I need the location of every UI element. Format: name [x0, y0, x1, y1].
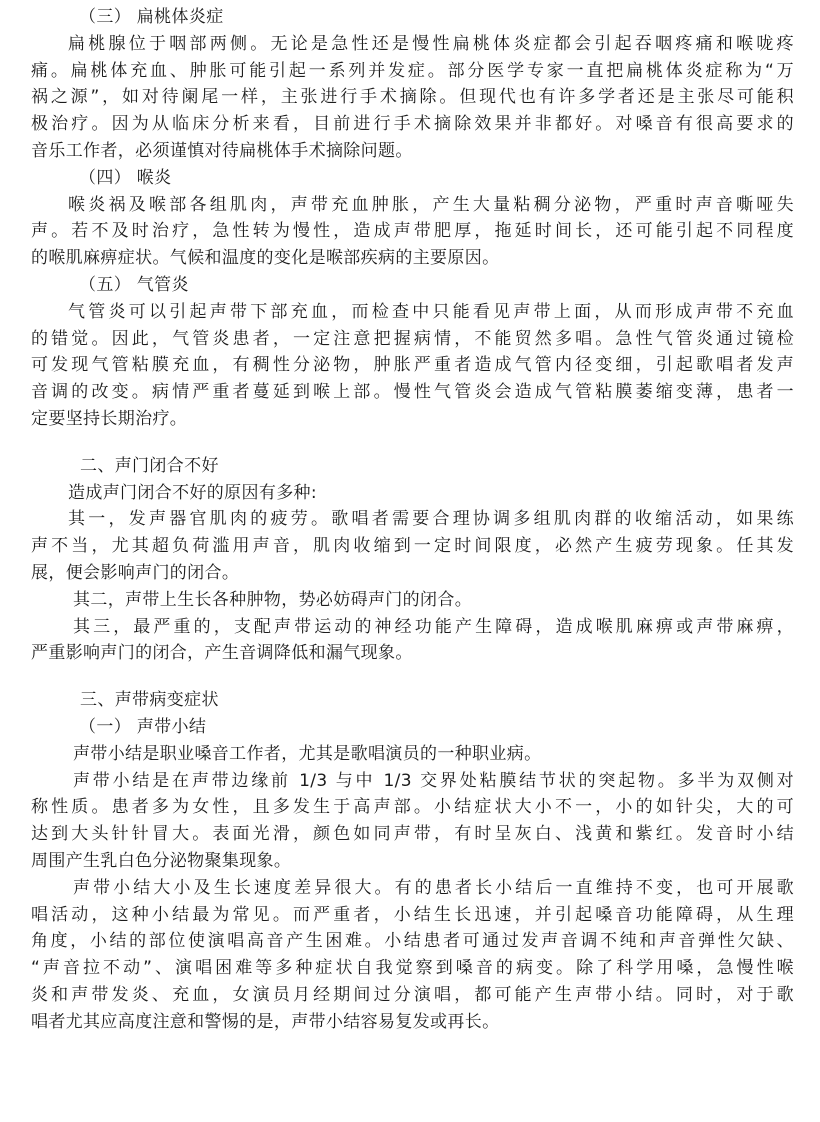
- paragraph-glottis-second: 其二，声带上生长各种肿物，势必妨碍声门的闭合。: [73, 589, 473, 610]
- glottis-intro: 造成声门闭合不好的原因有多种:: [68, 482, 317, 503]
- section-gap: [31, 667, 794, 687]
- text-line: 声。若不及时治疗，急性转为慢性，造成声带肥厚，拖延时间长，还可能引起不同程度: [31, 221, 794, 242]
- section-gap: [31, 433, 794, 453]
- text-line: 痛。扁桃体充血、肿胀可能引起一系列并发症。部分医学专家一直把扁桃体炎症称为“万: [31, 60, 794, 81]
- text-line: 喉炎祸及喉部各组肌肉，声带充血肿胀，产生大量粘稠分泌物，严重时声音嘶哑失: [68, 194, 794, 215]
- text-line: 炎和声带发炎、充血，女演员月经期间过分演唱，都可能产生声带小结。同时，对于歌: [31, 984, 794, 1005]
- text-line: 展，便会影响声门的闭合。: [31, 562, 240, 583]
- text-line: 其三，最严重的，支配声带运动的神经功能产生障碍，造成喉肌麻痹或声带麻痹，: [73, 616, 794, 637]
- paragraph-glottis-third: [31, 614, 794, 668]
- text-line: 极治疗。因为从临床分析来看，目前进行手术摘除效果并非都好。对嗓音有很高要求的: [31, 114, 794, 135]
- text-line: 扁桃腺位于咽部两侧。无论是急性还是慢性扁桃体炎症都会引起吞咽疼痛和喉咙疼: [68, 33, 794, 54]
- text-line: 的错觉。因此，气管炎患者，一定注意把握病情，不能贸然多唱。急性气管炎通过镜检: [31, 328, 794, 349]
- text-line: 声带小结是在声带边缘前 1/3 与中 1/3 交界处粘膜结节状的突起物。多半为双侧对: [73, 770, 794, 791]
- text-line: 祸之源”，如对待阑尾一样，主张进行手术摘除。但现代也有许多学者还是主张尽可能积: [31, 87, 794, 108]
- paragraph-nodules-description: [31, 768, 794, 875]
- heading-vocal-nodules: （一） 声带小结: [79, 716, 207, 737]
- text-line: 称性质。患者多为女性，且多发生于高声部。小结症状大小不一，小的如针尖，大的可: [31, 797, 794, 818]
- text-line: 的喉肌麻痹症状。气候和温度的变化是喉部疾病的主要原因。: [31, 248, 500, 269]
- text-line: 唱者尤其应高度注意和警惕的是，声带小结容易复发或再长。: [31, 1011, 500, 1032]
- text-line: 达到大头针针冒大。表面光滑，颜色如同声带，有时呈灰白、浅黄和紫红。发音时小结: [31, 824, 794, 845]
- text-line: “声音拉不动”、演唱困难等多种症状自我觉察到嗓音的病变。除了科学用嗓，急慢性喉: [31, 958, 794, 979]
- text-line: 其一，发声器官肌肉的疲劳。歌唱者需要合理协调多组肌肉群的收缩活动，如果练: [68, 509, 794, 530]
- text-line: 气管炎可以引起声带下部充血，而检查中只能看见声带上面，从而形成声带不充血: [68, 301, 794, 322]
- text-line: 角度，小结的部位使演唱高音产生困难。小结患者可通过发声音调不纯和声音弹性欠缺、: [31, 931, 794, 952]
- heading-tracheitis: （五） 气管炎: [79, 274, 189, 295]
- paragraph-laryngitis: [31, 192, 794, 272]
- heading-tonsillitis: （三） 扁桃体炎症: [79, 7, 224, 27]
- text-line: 声不当，尤其超负荷滥用声音，肌肉收缩到一定时间限度，必然产生疲劳现象。任其发: [31, 536, 794, 557]
- paragraph-glottis-first: [31, 506, 794, 586]
- text-line: 可发现气管粘膜充血，有稠性分泌物，肿胀严重者造成气管内径变细，引起歌唱者发声: [31, 355, 794, 376]
- text-line: 定要坚持长期治疗。: [31, 408, 188, 429]
- text-line: 声带小结大小及生长速度差异很大。有的患者长小结后一直维持不变，也可开展歌: [73, 877, 794, 898]
- paragraph-tracheitis: [31, 299, 794, 433]
- text-line: 音调的改变。病情严重者蔓延到喉上部。慢性气管炎会造成气管粘膜萎缩变薄，患者一: [31, 382, 794, 403]
- paragraph-tonsillitis: [31, 31, 794, 165]
- heading-laryngitis: （四） 喉炎: [79, 167, 172, 188]
- paragraph-nodules-growth: [31, 875, 794, 1036]
- paragraph-nodules-intro: 声带小结是职业嗓音工作者，尤其是歌唱演员的一种职业病。: [73, 743, 542, 764]
- text-line: 严重影响声门的闭合，产生音调降低和漏气现象。: [31, 643, 413, 664]
- text-line: 周围产生乳白色分泌物聚集现象。: [31, 850, 292, 871]
- heading-glottis-closure: 二、声门闭合不好: [80, 455, 219, 476]
- text-line: 音乐工作者，必须谨慎对待扁桃体手术摘除问题。: [31, 140, 413, 161]
- heading-vocal-cord-lesions: 三、声带病变症状: [80, 690, 219, 711]
- text-line: 唱活动，这种小结最为常见。而严重者，小结生长迅速，并引起嗓音功能障碍，从生理: [31, 904, 794, 925]
